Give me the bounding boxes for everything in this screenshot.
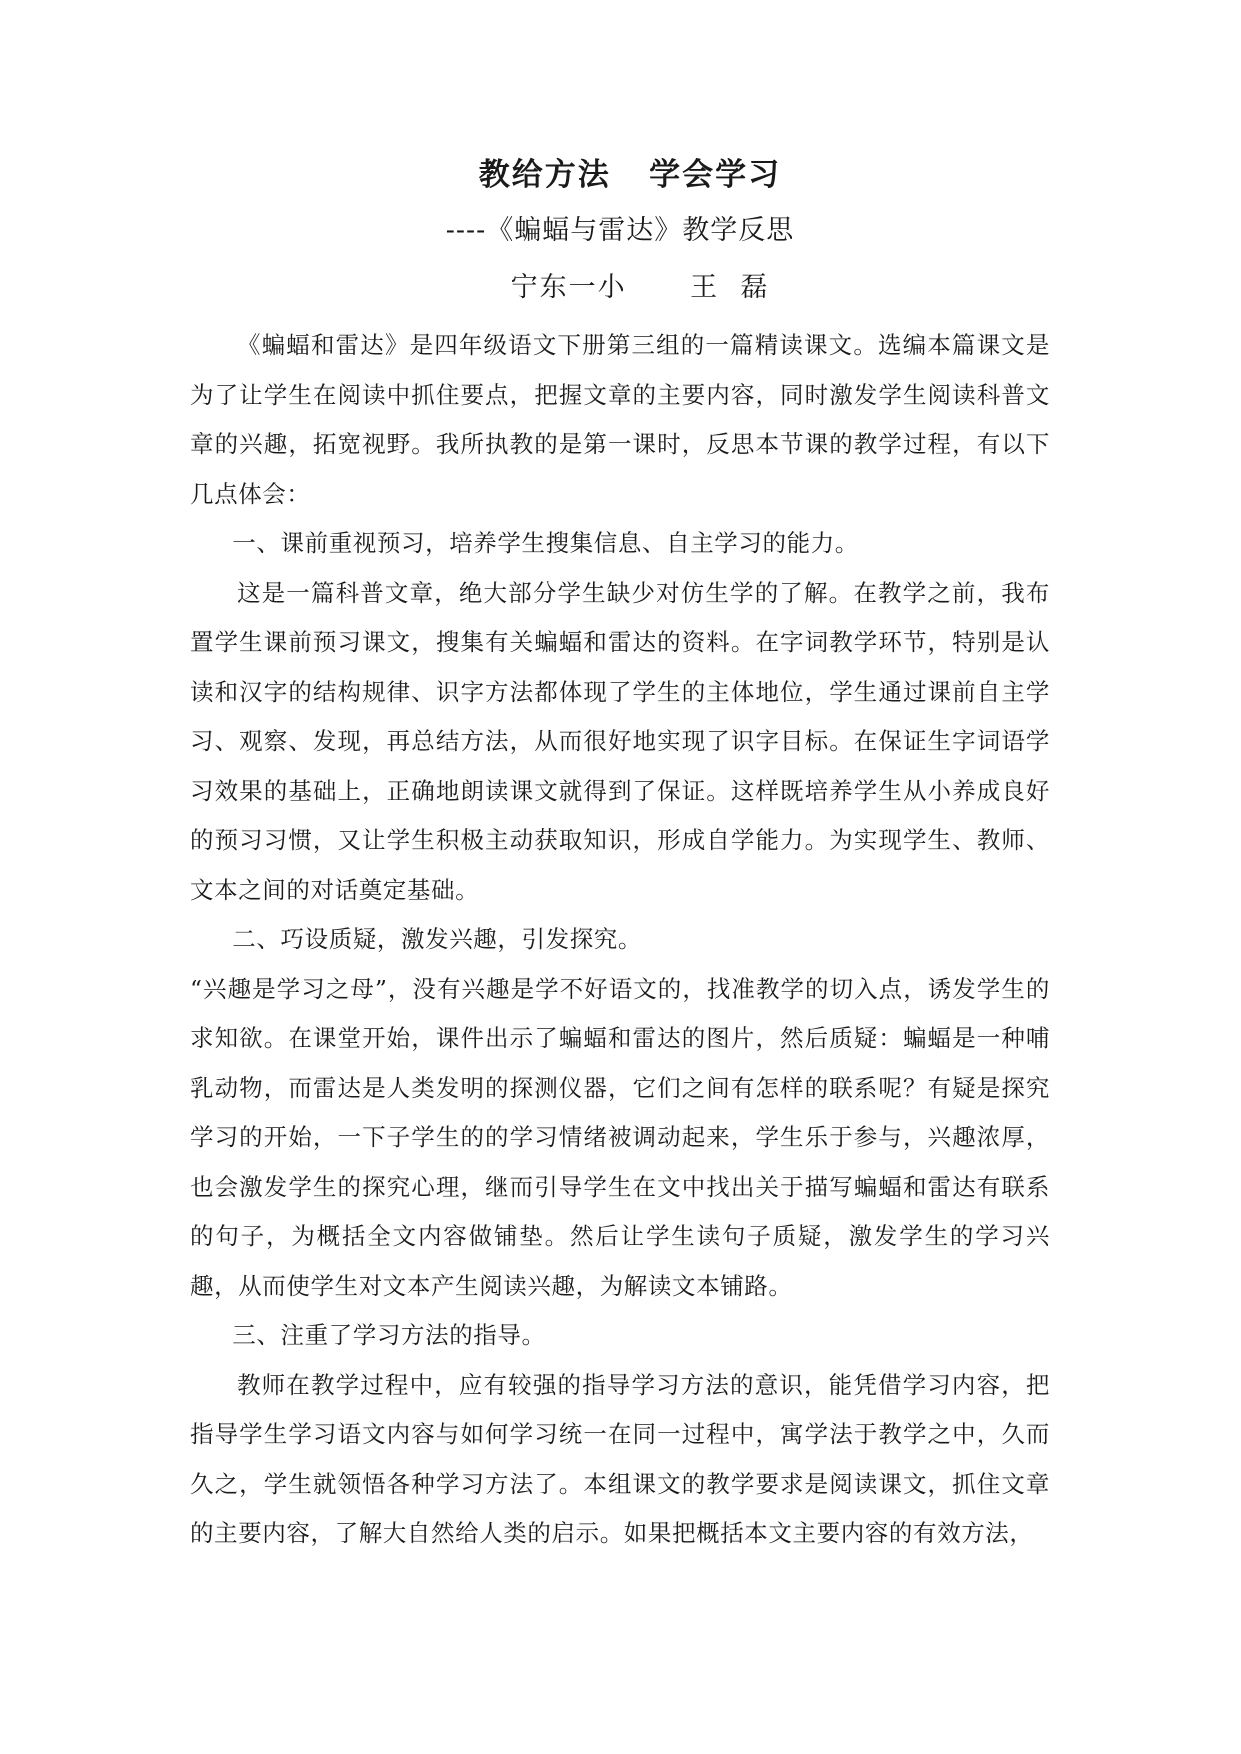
document-subtitle: ----《蝙蝠与雷达》教学反思 (445, 215, 795, 247)
document-author: 宁东一小 王 磊 (510, 272, 770, 304)
document-title: 教给方法 学会学习 (478, 157, 782, 193)
section-heading-1: 一、课前重视预习，培养学生搜集信息、自主学习的能力。 (232, 529, 859, 558)
paragraph-section-1: 这是一篇科普文章，绝大部分学生缺少对仿生学的了解。在教学之前，我布置学生课前预习课文，搜集有关蝙蝠和雷达的资料。在字词教学环节，特别是认读和汉字的结构规律、识字方法都体现了学生的主体地位，学生通过课前自主学习、观察、发现，再总结方法，从而很好地实现了识字目标。在保证生字词语学习效果的基础上，正确地朗读课文就得到了保证。这样既培养学生从小养成良好的预习习惯，又让学生积极主动获取知识，形成自学能力。为实现学生、教师、文本之间的对话奠定基础。 (190, 578, 1050, 904)
document-page (190, 155, 1050, 1559)
section-heading-2: 二、巧设质疑，激发兴趣，引发探究。 (232, 925, 642, 954)
section-heading-3: 三、注重了学习方法的指导。 (232, 1321, 546, 1350)
paragraph-intro: 《蝙蝠和雷达》是四年级语文下册第三组的一篇精读课文。选编本篇课文是为了让学生在阅读中抓住要点，把握文章的主要内容，同时激发学生阅读科普文章的兴趣，拓宽视野。我所执教的是第一课时，反思本节课的教学过程，有以下几点体会： (190, 331, 1050, 508)
paragraph-section-2: “兴趣是学习之母”，没有兴趣是学不好语文的，找准教学的切入点，诱发学生的求知欲。在课堂开始，课件出示了蝙蝠和雷达的图片，然后质疑：蝙蝠是一种哺乳动物，而雷达是人类发明的探测仪器，它们之间有怎样的联系呢？有疑是探究学习的开始，一下子学生的的学习情绪被调动起来，学生乐于参与，兴趣浓厚，也会激发学生的探究心理，继而引导学生在文中找出关于描写蝙蝠和雷达有联系的句子，为概括全文内容做铺垫。然后让学生读句子质疑，激发学生的学习兴趣，从而使学生对文本产生阅读兴趣，为解读文本铺路。 (190, 974, 1050, 1300)
paragraph-section-3: 教师在教学过程中，应有较强的指导学习方法的意识，能凭借学习内容，把指导学生学习语文内容与如何学习统一在同一过程中，寓学法于教学之中，久而久之，学生就领悟各种学习方法了。本组课文的教学要求是阅读课文，抓住文章的主要内容，了解大自然给人类的启示。如果把概括本文主要内容的有效方法， (190, 1370, 1050, 1548)
